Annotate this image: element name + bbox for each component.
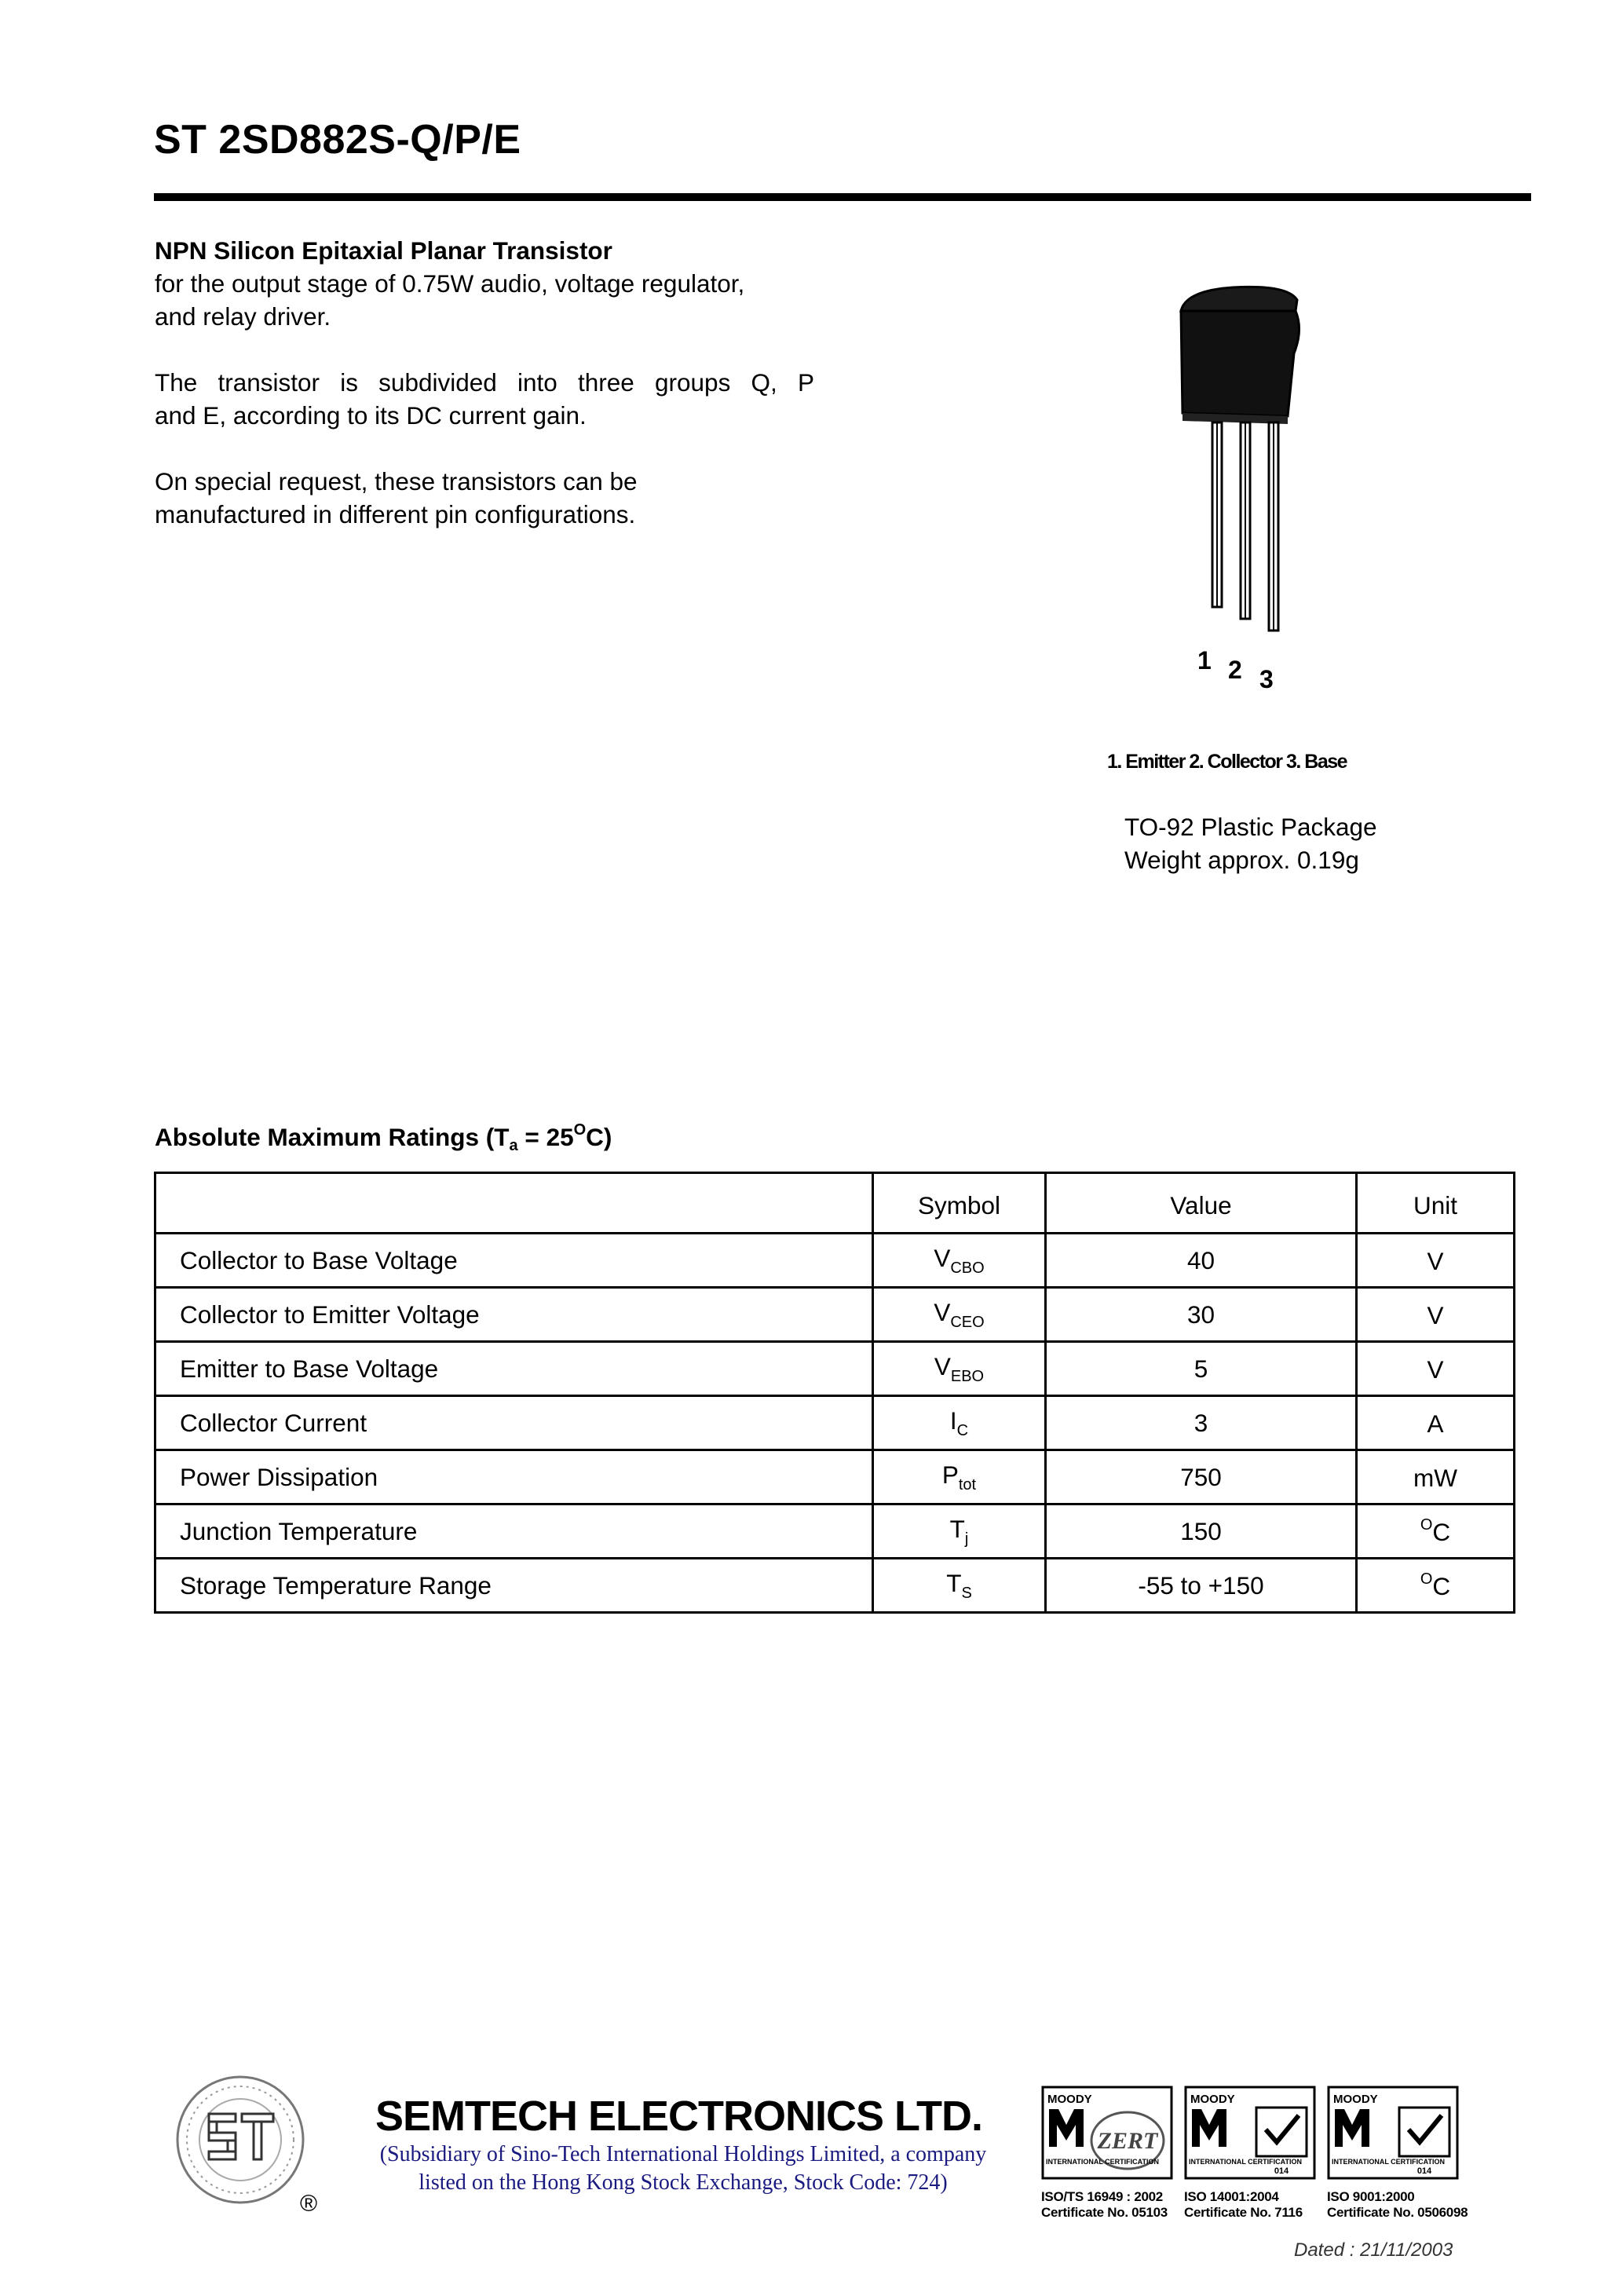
company-name: SEMTECH ELECTRONICS LTD.: [375, 2093, 983, 2140]
value-cell: -55 to +150: [1046, 1559, 1357, 1613]
subsidiary-line: listed on the Hong Kong Stock Exchange, Stock Code: 724): [419, 2170, 948, 2195]
unit-text: C: [1432, 1517, 1451, 1546]
cert-badge-iso-9001: [1327, 2086, 1459, 2180]
cert-ukas-number: 014: [1274, 2166, 1289, 2176]
pin-1-label: 1: [1197, 646, 1212, 675]
unit-text: A: [1427, 1409, 1444, 1438]
unit-cell: [1357, 1288, 1515, 1342]
pin-2-label: 2: [1228, 656, 1242, 684]
ratings-title-text: Absolute Maximum Ratings (T: [155, 1123, 510, 1151]
unit-text: C: [1432, 1571, 1451, 1600]
description-paragraph-3: [155, 465, 846, 531]
parameter-cell: Collector Current: [155, 1396, 873, 1450]
subsidiary-line: (Subsidiary of Sino-Tech International Holdings Limited, a company: [379, 2142, 987, 2166]
table-row: [155, 1342, 1515, 1396]
unit-superscript: O: [1420, 1570, 1433, 1588]
symbol-cell: [873, 1396, 1046, 1450]
subsidiary-note: [369, 2141, 997, 2197]
unit-text: V: [1427, 1355, 1444, 1384]
ratings-title: [155, 1121, 612, 1155]
parameter-cell: Collector to Base Voltage: [155, 1234, 873, 1288]
value-cell: 750: [1046, 1450, 1357, 1504]
pin-names: 1. Emitter 2. Collector 3. Base: [1107, 751, 1347, 773]
ratings-title-eq: = 25: [517, 1123, 574, 1151]
parameter-cell: Junction Temperature: [155, 1504, 873, 1559]
unit-cell: [1357, 1342, 1515, 1396]
symbol-cell: [873, 1288, 1046, 1342]
cert-number: Certificate No. 0506098: [1327, 2205, 1468, 2220]
cert-label-iso-14001: [1184, 2189, 1303, 2221]
ratings-title-sub: a: [509, 1137, 518, 1154]
cert-standard: ISO 9001:2000: [1327, 2189, 1415, 2204]
cert-number: Certificate No. 05103: [1041, 2205, 1168, 2220]
table-row: [155, 1234, 1515, 1288]
parameter-cell: Collector to Emitter Voltage: [155, 1288, 873, 1342]
value-cell: 40: [1046, 1234, 1357, 1288]
unit-text: V: [1427, 1300, 1444, 1329]
symbol-cell: [873, 1559, 1046, 1613]
cert-org: INTERNATIONAL CERTIFICATION: [1046, 2158, 1159, 2166]
symbol-subscript: CEO: [950, 1313, 985, 1331]
symbol-subscript: C: [956, 1421, 969, 1439]
cert-label-iso-9001: [1327, 2189, 1468, 2221]
ratings-title-end: C): [586, 1123, 612, 1151]
symbol-cell: [873, 1504, 1046, 1559]
unit-cell: [1357, 1234, 1515, 1288]
column-header-value: Value: [1046, 1173, 1357, 1234]
unit-text: mW: [1413, 1463, 1457, 1492]
symbol-letter: V: [934, 1243, 951, 1272]
cert-brand: MOODY: [1047, 2093, 1092, 2106]
cert-badge-iso-ts-16949: [1041, 2086, 1173, 2180]
cert-brand: MOODY: [1190, 2093, 1235, 2106]
cert-org: INTERNATIONAL CERTIFICATION: [1332, 2158, 1445, 2166]
registered-mark: ®: [299, 2191, 318, 2217]
product-heading: NPN Silicon Epitaxial Planar Transistor: [155, 236, 612, 265]
semtech-logo: [170, 2073, 334, 2222]
value-cell: 5: [1046, 1342, 1357, 1396]
cert-org: INTERNATIONAL CERTIFICATION: [1189, 2158, 1302, 2166]
value-cell: 150: [1046, 1504, 1357, 1559]
unit-text: V: [1427, 1246, 1444, 1275]
symbol-subscript: CBO: [950, 1259, 985, 1277]
value-cell: 3: [1046, 1396, 1357, 1450]
description-line: On special request, these transistors can be: [155, 467, 638, 495]
symbol-letter: V: [934, 1297, 951, 1326]
symbol-cell: [873, 1342, 1046, 1396]
unit-cell: [1357, 1504, 1515, 1559]
cert-standard: ISO/TS 16949 : 2002: [1041, 2189, 1163, 2204]
symbol-subscript: tot: [958, 1475, 977, 1493]
document-date: Dated : 21/11/2003: [1294, 2239, 1453, 2261]
package-name: TO-92 Plastic Package: [1124, 813, 1377, 841]
page-title: ST 2SD882S-Q/P/E: [154, 117, 521, 163]
parameter-cell: Emitter to Base Voltage: [155, 1342, 873, 1396]
unit-cell: [1357, 1559, 1515, 1613]
description-paragraph-1: [155, 267, 846, 333]
symbol-cell: [873, 1234, 1046, 1288]
value-cell: 30: [1046, 1288, 1357, 1342]
description-line: The transistor is subdivided into three groups Q, P: [155, 368, 814, 397]
symbol-subscript: j: [964, 1530, 969, 1548]
cert-zert: ZERT: [1097, 2128, 1158, 2154]
symbol-letter: T: [946, 1568, 962, 1597]
column-header-unit: Unit: [1357, 1173, 1515, 1234]
ratings-title-sup: O: [573, 1121, 587, 1139]
cert-ukas-number: 014: [1416, 2166, 1432, 2176]
cert-badge-iso-14001: [1184, 2086, 1316, 2180]
cert-label-iso-ts-16949: [1041, 2189, 1168, 2221]
unit-superscript: O: [1420, 1515, 1433, 1534]
package-info: [1124, 810, 1377, 876]
description-paragraph-2: [155, 366, 814, 432]
symbol-letter: V: [934, 1351, 951, 1380]
package-weight: Weight approx. 0.19g: [1124, 846, 1359, 874]
table-row: [155, 1504, 1515, 1559]
cert-brand: MOODY: [1333, 2093, 1378, 2106]
symbol-letter: T: [949, 1514, 965, 1543]
unit-cell: [1357, 1450, 1515, 1504]
symbol-letter: P: [941, 1460, 959, 1489]
cert-standard: ISO 14001:2004: [1184, 2189, 1279, 2204]
description-line: for the output stage of 0.75W audio, voltage regulator,: [155, 269, 745, 298]
header-rule: [154, 193, 1531, 201]
table-row: [155, 1559, 1515, 1613]
column-header-symbol: Symbol: [873, 1173, 1046, 1234]
cert-number: Certificate No. 7116: [1184, 2205, 1303, 2220]
table-header-row: [155, 1173, 1515, 1234]
table-row: [155, 1288, 1515, 1342]
symbol-subscript: EBO: [950, 1367, 985, 1385]
ratings-table: [154, 1172, 1515, 1614]
unit-cell: [1357, 1396, 1515, 1450]
symbol-cell: [873, 1450, 1046, 1504]
description-line: and relay driver.: [155, 302, 331, 331]
description-line: and E, according to its DC current gain.: [155, 401, 587, 430]
symbol-letter: I: [949, 1406, 957, 1435]
description-line: manufactured in different pin configurations.: [155, 500, 636, 528]
symbol-subscript: S: [961, 1584, 972, 1602]
column-header-parameter: [155, 1173, 873, 1234]
to92-package-illustration: [1170, 283, 1327, 707]
table-row: [155, 1396, 1515, 1450]
table-row: [155, 1450, 1515, 1504]
parameter-cell: Power Dissipation: [155, 1450, 873, 1504]
pin-3-label: 3: [1259, 665, 1274, 693]
parameter-cell: Storage Temperature Range: [155, 1559, 873, 1613]
